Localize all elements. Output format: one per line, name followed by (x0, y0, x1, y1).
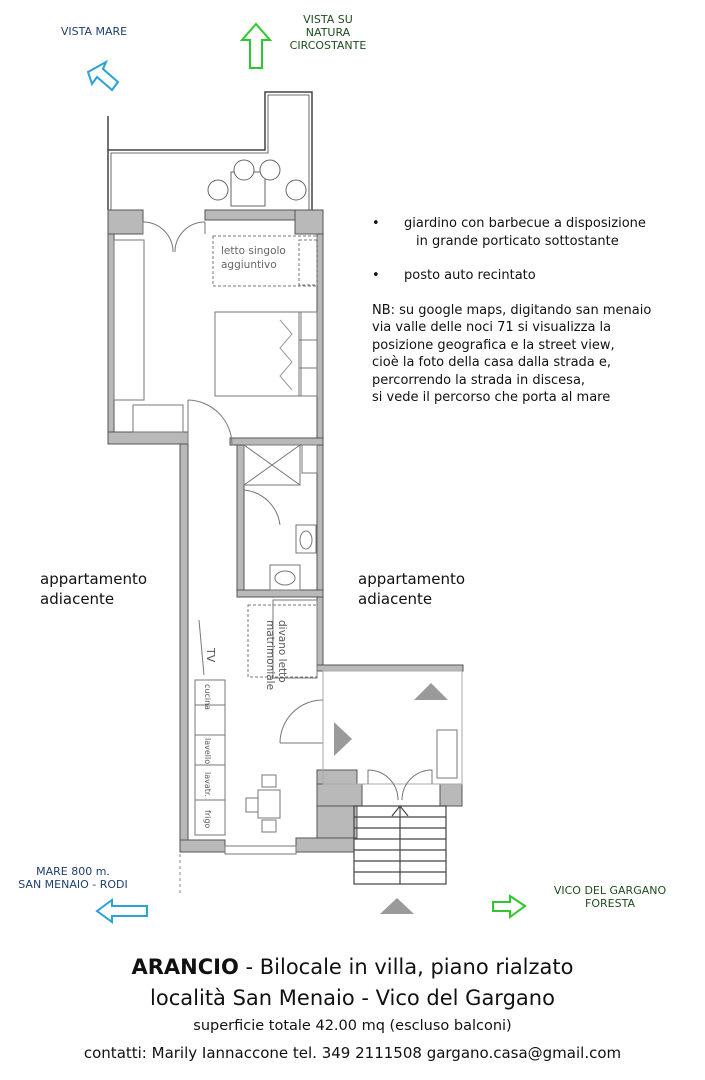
mare-label: MARE 800 m. SAN MENAIO - RODI (18, 865, 128, 891)
arrow-vista-natura-icon (242, 24, 270, 68)
kitchen-label: cucina (203, 684, 212, 711)
arrow-vista-mare-icon (88, 62, 118, 90)
sink-label: lavello (203, 738, 212, 765)
footer-subtitle: località San Menaio - Vico del Gargano (150, 986, 555, 1010)
vico-label: VICO DEL GARGANO FORESTA (553, 884, 667, 910)
footer-area: superficie totale 42.00 mq (escluso balconi) (193, 1018, 512, 1034)
washer-label: lavatr. (203, 772, 212, 797)
note-nb: NB: su google maps, digitando san menaio via valle delle noci 71 si visualizza la posizione geografica e la street view, cioè la foto della casa dalla strada e, percorrendo la strada in discesa, si vede il percorso che porta al mare (372, 302, 652, 405)
vista-mare-label: VISTA MARE (60, 25, 128, 38)
bathroom (244, 445, 317, 590)
extra-bed-label-2: aggiuntivo (221, 259, 277, 271)
apartment-name: ARANCIO (131, 955, 239, 979)
walls (108, 210, 466, 852)
footer-title: ARANCIO - Bilocale in villa, piano rialzato (131, 955, 574, 979)
fridge-label: frigo (203, 810, 212, 829)
sofa-bed-label: divano letto (276, 620, 288, 683)
note-bullet-garden: • giardino con barbecue a disposizione in grande porticato sottostante (372, 216, 646, 249)
note-bullet-parking: • posto auto recintato (372, 268, 536, 283)
entrance-stairs (354, 806, 446, 884)
tv-label: TV (204, 648, 217, 663)
adjacent-left-label: appartamento adiacente (40, 570, 148, 608)
arrow-vico-icon (493, 896, 525, 917)
bedroom (114, 222, 317, 444)
arrow-mare-icon (97, 900, 147, 922)
table-chairs-balcony (208, 160, 306, 206)
vista-natura-label: VISTA SU NATURA CIRCOSTANTE (289, 13, 367, 52)
extra-bed-label: letto singolo (221, 245, 286, 257)
footer-contacts: contatti: Marily Iannaccone tel. 349 2111508 gargano.casa@gmail.com (83, 1044, 622, 1062)
adjacent-right-label: appartamento adiacente (358, 570, 466, 608)
sofa-bed-label-2: matrimoniale (264, 620, 276, 691)
